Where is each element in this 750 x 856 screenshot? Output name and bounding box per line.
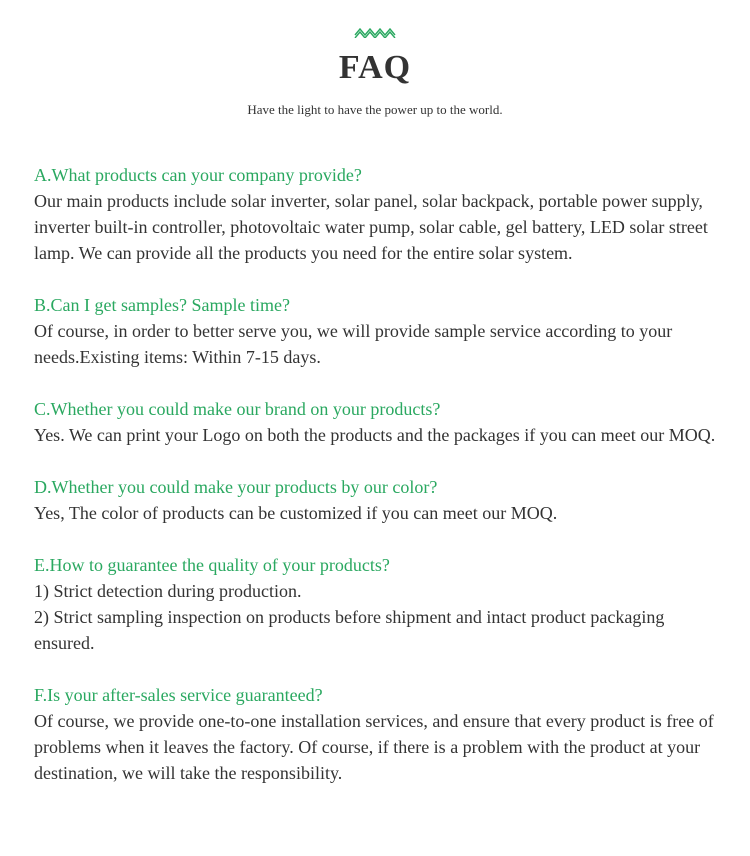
faq-question: B.Can I get samples? Sample time? (34, 295, 290, 315)
faq-answer-line: Of course, in order to better serve you, we will provide sample service according to your needs.Existing items: Within 7-15 days. (34, 321, 673, 367)
faq-question: E.How to guarantee the quality of your products? (34, 555, 390, 575)
faq-question: C.Whether you could make our brand on your products? (34, 399, 441, 419)
page-title: FAQ (338, 49, 412, 86)
faq-answer (34, 422, 728, 448)
page-subtitle: Have the light to have the power up to the world. (247, 102, 503, 117)
wave-icon (354, 26, 396, 38)
faq-answer-line: 1) Strict detection during production. (34, 581, 302, 601)
faq-question: D.Whether you could make your products by our color? (34, 477, 438, 497)
faq-answer-line: 2) Strict sampling inspection on products before shipment and intact product packaging ensured. (34, 607, 665, 653)
faq-answer-line: Of course, we provide one-to-one installation services, and ensure that every product is free of problems when it leaves the factory. Of course, if there is a problem with the product at your destination, we will take the responsibility. (34, 711, 714, 783)
faq-item-f (34, 682, 728, 786)
faq-answer (34, 188, 728, 266)
faq-answer-line: Yes, The color of products can be customized if you can meet our MOQ. (34, 503, 558, 523)
faq-header (0, 0, 750, 118)
faq-answer (34, 500, 728, 526)
faq-answer (34, 318, 728, 370)
faq-item-b (34, 292, 728, 370)
faq-item-c (34, 396, 728, 448)
faq-answer-line: Yes. We can print your Logo on both the products and the packages if you can meet our MOQ. (34, 425, 716, 445)
faq-answer-line: Our main products include solar inverter, solar panel, solar backpack, portable power supply, inverter built-in controller, photovoltaic water pump, solar cable, gel battery, LED solar street lamp. We can provide all the products you need for the entire solar system. (34, 191, 708, 263)
faq-item-e (34, 552, 728, 656)
faq-list (34, 162, 728, 812)
faq-item-a (34, 162, 728, 266)
faq-question: F.Is your after-sales service guaranteed? (34, 685, 323, 705)
faq-answer (34, 578, 728, 656)
faq-answer (34, 708, 728, 786)
faq-question: A.What products can your company provide? (34, 165, 362, 185)
faq-item-d (34, 474, 728, 526)
